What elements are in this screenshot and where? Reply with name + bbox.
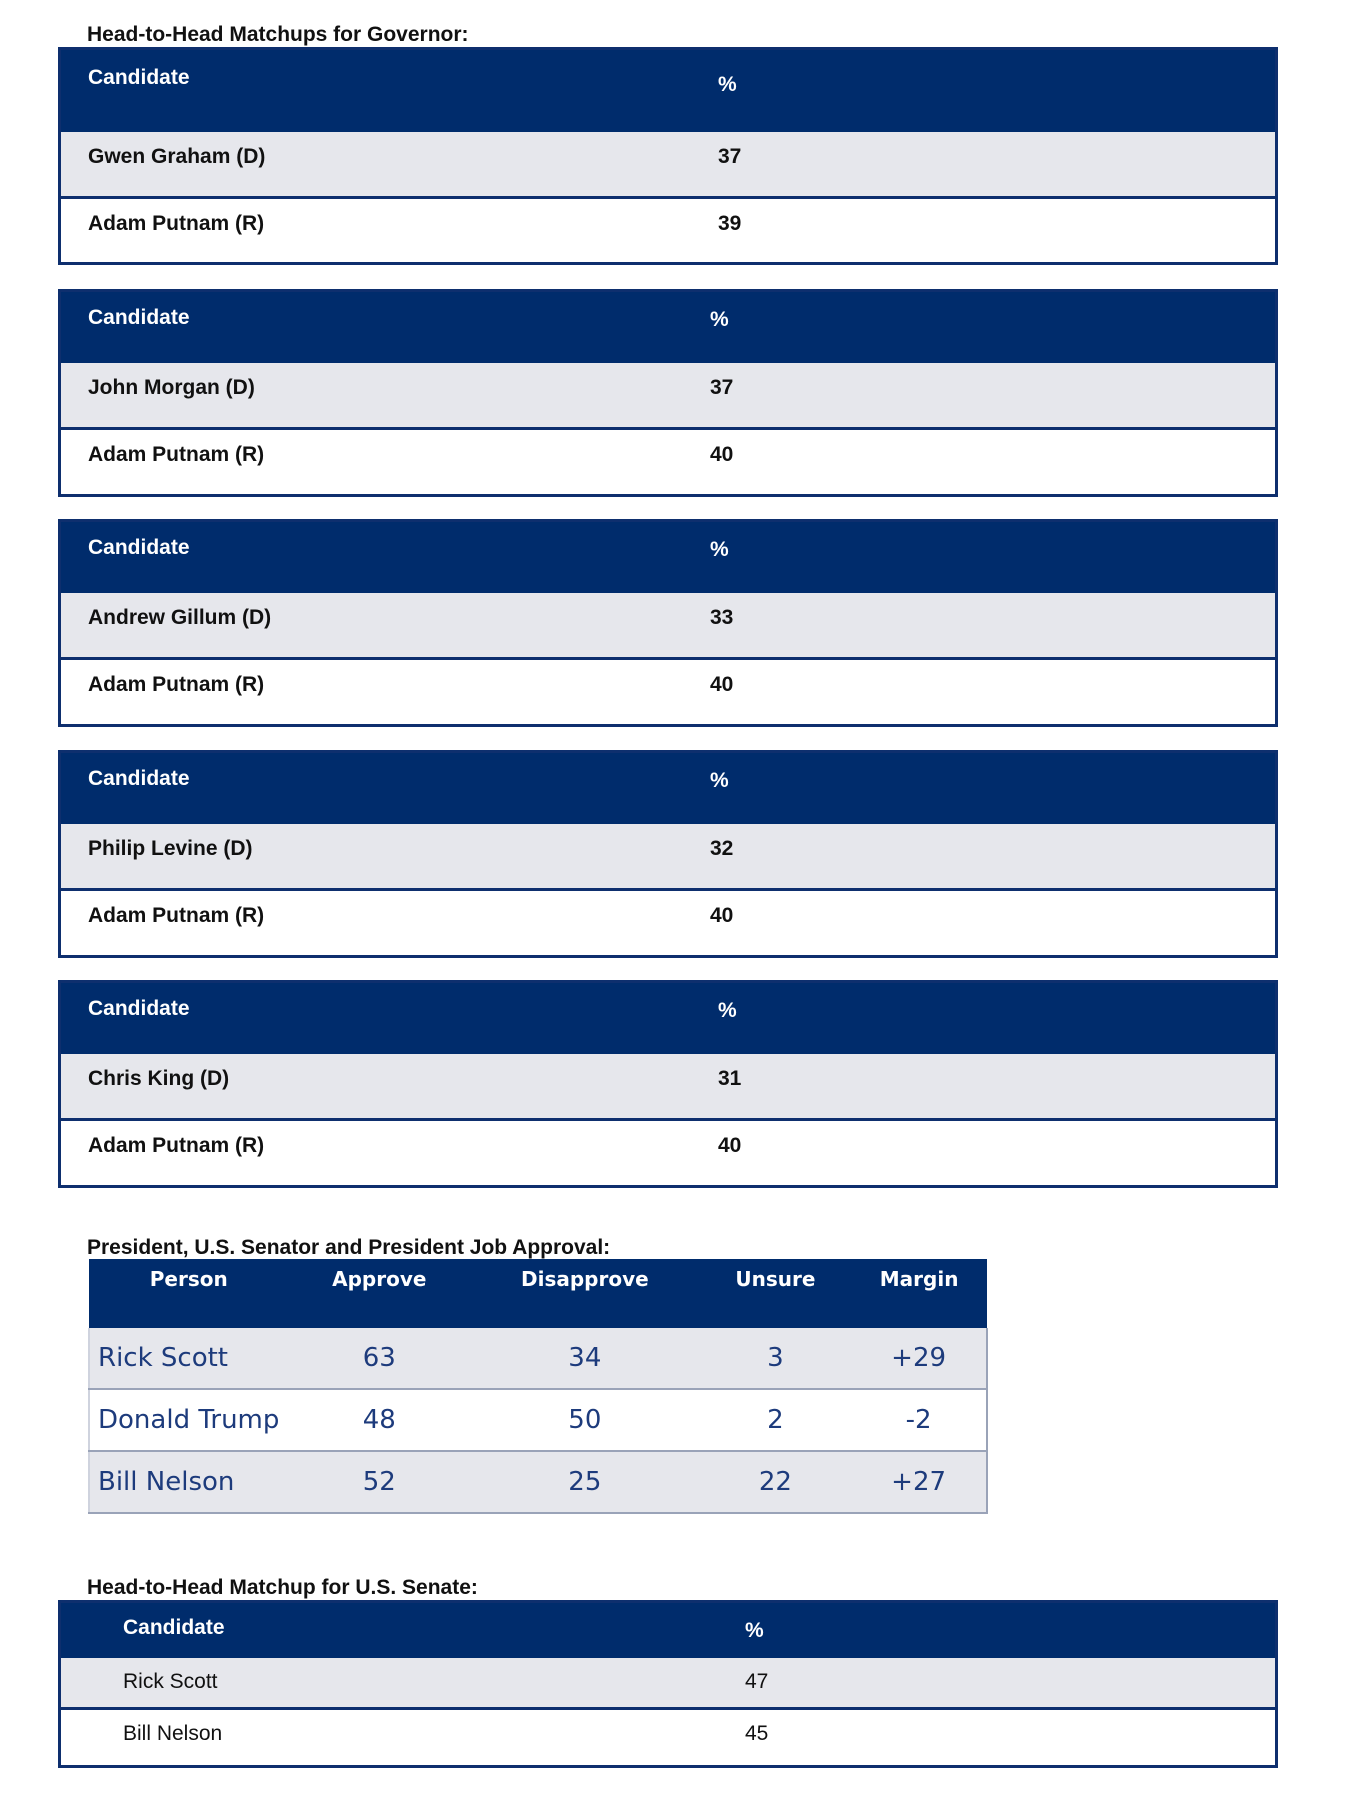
- header-percent: %: [710, 769, 729, 792]
- disapprove-value: 50: [470, 1389, 700, 1451]
- candidate-name: Andrew Gillum (D): [88, 606, 272, 629]
- table-row: [89, 1328, 987, 1389]
- candidate-percent: 40: [710, 673, 734, 696]
- table-row: [61, 1121, 1275, 1185]
- header-candidate: Candidate: [88, 66, 190, 89]
- candidate-name: Chris King (D): [88, 1067, 230, 1090]
- table-row: [61, 1710, 1275, 1765]
- unsure-value: 3: [700, 1328, 852, 1389]
- disapprove-value: 34: [470, 1328, 700, 1389]
- table-row: [61, 593, 1275, 660]
- table-header: [61, 983, 1275, 1054]
- table-row: [61, 430, 1275, 494]
- table-header: [61, 292, 1275, 363]
- table-row: [61, 132, 1275, 199]
- approval-header-row: [89, 1259, 987, 1328]
- candidate-percent: 37: [718, 145, 742, 168]
- header-candidate: Candidate: [88, 536, 190, 559]
- senate-matchup-table: [58, 1600, 1278, 1768]
- column-header-margin: Margin: [851, 1259, 987, 1328]
- table-header: [61, 522, 1275, 593]
- governor-matchup-table-4: [58, 750, 1278, 958]
- header-percent: %: [710, 308, 729, 331]
- header-percent: %: [710, 538, 729, 561]
- person-name: Donald Trump: [89, 1389, 289, 1451]
- header-candidate: Candidate: [88, 997, 190, 1020]
- approval-table: [88, 1259, 988, 1514]
- candidate-percent: 40: [710, 443, 734, 466]
- table-row: [61, 1658, 1275, 1710]
- column-header-person: Person: [89, 1259, 289, 1328]
- governor-matchup-table-5: [58, 980, 1278, 1188]
- header-candidate: Candidate: [88, 767, 190, 790]
- person-name: Rick Scott: [89, 1328, 289, 1389]
- margin-value: -2: [851, 1389, 987, 1451]
- unsure-value: 22: [700, 1451, 852, 1513]
- table-row: [61, 199, 1275, 262]
- candidate-percent: 32: [710, 837, 734, 860]
- table-row: [61, 1054, 1275, 1121]
- margin-value: +29: [851, 1328, 987, 1389]
- candidate-name: Adam Putnam (R): [88, 1134, 265, 1157]
- approve-value: 48: [289, 1389, 471, 1451]
- candidate-percent: 37: [710, 376, 734, 399]
- candidate-percent: 45: [745, 1722, 769, 1745]
- table-row: [61, 891, 1275, 955]
- approve-value: 52: [289, 1451, 471, 1513]
- governor-matchup-table-2: [58, 289, 1278, 497]
- table-header: [61, 50, 1275, 132]
- candidate-name: Adam Putnam (R): [88, 673, 265, 696]
- table-header: [61, 1603, 1275, 1658]
- candidate-percent: 40: [718, 1134, 742, 1157]
- candidate-name: Adam Putnam (R): [88, 904, 265, 927]
- table-row: [61, 660, 1275, 724]
- governor-matchup-table-3: [58, 519, 1278, 727]
- governor-matchup-table-1: [58, 47, 1278, 265]
- candidate-name: Bill Nelson: [123, 1722, 223, 1745]
- disapprove-value: 25: [470, 1451, 700, 1513]
- senate-section-title: Head-to-Head Matchup for U.S. Senate:: [87, 1576, 478, 1599]
- candidate-percent: 33: [710, 606, 734, 629]
- candidate-percent: 39: [718, 212, 742, 235]
- approval-section-title: President, U.S. Senator and President Job Approval:: [87, 1236, 611, 1259]
- candidate-name: John Morgan (D): [88, 376, 255, 399]
- candidate-name: Rick Scott: [123, 1670, 218, 1693]
- governor-section-title: Head-to-Head Matchups for Governor:: [87, 23, 469, 46]
- table-row: [89, 1389, 987, 1451]
- column-header-approve: Approve: [289, 1259, 471, 1328]
- candidate-percent: 31: [718, 1067, 742, 1090]
- column-header-disapprove: Disapprove: [470, 1259, 700, 1328]
- candidate-name: Gwen Graham (D): [88, 145, 266, 168]
- table-row: [61, 363, 1275, 430]
- unsure-value: 2: [700, 1389, 852, 1451]
- candidate-name: Adam Putnam (R): [88, 212, 265, 235]
- candidate-name: Philip Levine (D): [88, 837, 253, 860]
- margin-value: +27: [851, 1451, 987, 1513]
- header-percent: %: [718, 73, 737, 96]
- candidate-percent: 40: [710, 904, 734, 927]
- header-percent: %: [718, 999, 737, 1022]
- header-percent: %: [745, 1619, 764, 1642]
- header-candidate: Candidate: [88, 306, 190, 329]
- table-header: [61, 753, 1275, 824]
- table-row: [61, 824, 1275, 891]
- table-row: [89, 1451, 987, 1513]
- column-header-unsure: Unsure: [700, 1259, 852, 1328]
- approve-value: 63: [289, 1328, 471, 1389]
- header-candidate: Candidate: [123, 1616, 225, 1639]
- person-name: Bill Nelson: [89, 1451, 289, 1513]
- candidate-name: Adam Putnam (R): [88, 443, 265, 466]
- candidate-percent: 47: [745, 1670, 769, 1693]
